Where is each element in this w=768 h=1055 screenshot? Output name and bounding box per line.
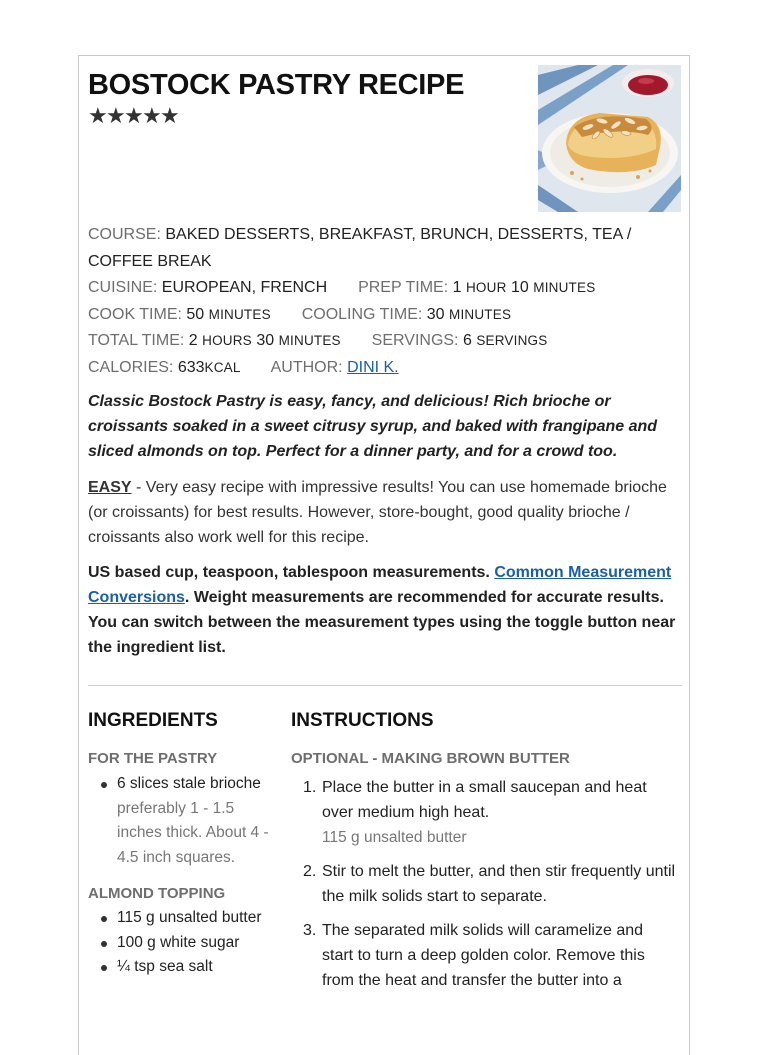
recipe-summary: Classic Bostock Pastry is easy, fancy, and delicious! Rich brioche or croissants soaked in a sweet citrusy syrup, and baked with frangipane and sliced almonds on top. Perfect for a dinner party, and for a crowd too. [88, 393, 658, 460]
cook-time-label: COOK TIME: [88, 305, 182, 323]
ingredient-group-pastry: FOR THE PASTRY [88, 750, 218, 767]
course-label: COURSE: [88, 226, 161, 243]
total-minutes: 30 [256, 332, 275, 349]
total-hours: 2 [188, 332, 198, 349]
ingredient-group-almond-topping: ALMOND TOPPING [88, 885, 226, 902]
meta-row-calories-author [88, 355, 678, 382]
easy-tag: EASY [88, 479, 132, 496]
cuisine-label: CUISINE: [88, 279, 158, 296]
recipe-title: BOSTOCK PASTRY RECIPE [88, 69, 465, 101]
step-text: The separated milk solids will caramelize and start to turn a deep golden color. Remove this from the heat and transfer the butter into a [322, 922, 645, 989]
prep-hours-unit: HOUR [465, 280, 507, 295]
measurement-note [88, 560, 682, 660]
calories-label: CALORIES: [88, 358, 174, 376]
cook-minutes-unit: MINUTES [208, 306, 271, 322]
recipe-card [78, 55, 690, 1055]
prep-time-label: PREP TIME: [358, 279, 449, 296]
ingredient-item [88, 955, 278, 980]
servings-unit: SERVINGS [476, 333, 548, 348]
step-text: Stir to melt the butter, and then stir frequently until the milk solids start to separate. [322, 863, 676, 905]
ingredient-text: ¼ tsp sea salt [117, 958, 213, 975]
servings-count: 6 [462, 332, 472, 349]
step-number: 3. [303, 922, 317, 939]
star-icon[interactable]: ★ [88, 103, 108, 128]
prep-minutes-unit: MINUTES [533, 280, 596, 295]
total-minutes-unit: MINUTES [278, 333, 341, 348]
ingredient-note: preferably 1 - 1.5 inches thick. About 4 - 4.5 inch squares. [117, 799, 269, 866]
step-text: Place the butter in a small saucepan and heat over medium high heat. [322, 779, 647, 821]
measure-intro: US based cup, teaspoon, tablespoon measurements. [88, 564, 495, 581]
total-time-label: TOTAL TIME: [88, 332, 185, 349]
measurement-conversions-link[interactable]: Common Measurement Conversions [88, 564, 672, 606]
ingredient-text: 115 g unsalted butter [117, 909, 262, 926]
easy-note [88, 475, 682, 550]
total-hours-unit: HOURS [202, 333, 252, 348]
rating-stars[interactable] [88, 105, 178, 127]
measure-rest: Weight measurements are recommended for accurate results. You can switch between the measurement types using the toggle button near the ingredient list. [88, 589, 676, 656]
step-ingredient-amount: 115 g unsalted butter [322, 829, 467, 846]
ingredient-text: 100 g white sugar [117, 933, 240, 951]
recipe-meta [88, 222, 678, 381]
meta-course [88, 222, 678, 275]
instruction-section-title: OPTIONAL - MAKING BROWN BUTTER [291, 750, 570, 767]
cooling-time-label: COOLING TIME: [301, 305, 423, 323]
cooling-minutes-unit: MINUTES [449, 306, 512, 322]
prep-hours: 1 [452, 279, 462, 296]
star-icon[interactable]: ★ [124, 103, 144, 128]
ingredient-item [88, 906, 278, 931]
step-number: 1. [303, 779, 317, 796]
instructions-heading: INSTRUCTIONS [291, 710, 434, 731]
easy-text: - Very easy recipe with impressive results! You can use homemade brioche (or croissants) for best results. However, store-bought, good quality brioche / croissants also work well for this recipe. [88, 479, 667, 546]
instruction-steps [291, 775, 676, 1002]
recipe-photo [538, 65, 681, 212]
star-icon[interactable]: ★ [106, 103, 126, 128]
star-icon[interactable]: ★ [142, 103, 162, 128]
section-divider [88, 685, 682, 686]
instruction-step [291, 859, 676, 909]
course-value: BAKED DESSERTS, BREAKFAST, BRUNCH, DESSERTS, TEA / COFFEE BREAK [88, 226, 632, 270]
step-number: 2. [303, 863, 317, 880]
meta-row-total-servings [88, 328, 678, 355]
ingredient-list-almond-topping [88, 906, 278, 980]
star-icon[interactable]: ★ [160, 103, 180, 128]
calories-value: 633 [177, 358, 205, 376]
meta-row-cuisine-prep [88, 275, 678, 302]
ingredient-item [88, 772, 278, 870]
instruction-step [291, 775, 676, 850]
cook-minutes: 50 [186, 305, 205, 323]
ingredients-heading: INGREDIENTS [88, 710, 218, 731]
author-label: AUTHOR: [270, 358, 343, 376]
instruction-step [291, 918, 676, 993]
ingredient-item [88, 931, 278, 956]
measure-period: . [184, 589, 190, 606]
author-link[interactable]: DINI K. [347, 358, 399, 376]
prep-minutes: 10 [511, 279, 529, 296]
ingredient-list-pastry [88, 772, 278, 870]
calories-unit: KCAL [204, 359, 241, 375]
servings-label: SERVINGS: [371, 332, 459, 349]
cuisine-value: EUROPEAN, FRENCH [161, 279, 328, 296]
ingredient-text: 6 slices stale brioche [117, 775, 261, 792]
cooling-minutes: 30 [426, 305, 445, 323]
meta-row-cook-cooling [88, 302, 678, 329]
